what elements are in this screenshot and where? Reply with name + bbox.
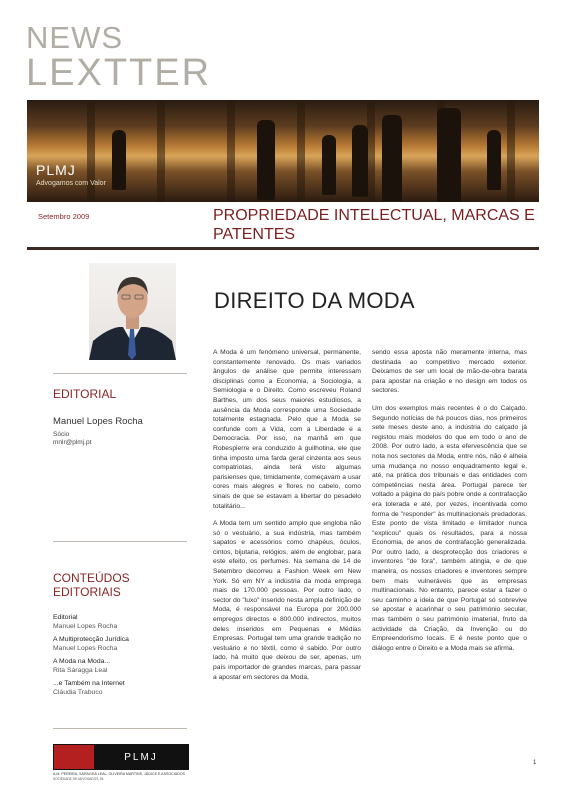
banner-firm-name: PLMJ: [36, 162, 76, 178]
contents-item-author: Manuel Lopes Rocha: [53, 644, 118, 652]
logo-text: PLMJ: [94, 745, 188, 769]
banner-photo: [27, 100, 539, 202]
logo-red-block: [54, 745, 94, 769]
article-paragraph: A Moda tem um sentido amplo que engloba não só o vestuário, a sua indústria, mas também sapatos e acessórios como chapéus, óculos, cintos, bijutaria, relógios, além de englobar, para este efeito, os perfumes. Na semana de 14 de Setembro decorreu a Fashion Week em New York. Só em NY a indústria da moda emprega mais de 170.000 pessoas. Por outro lado, o sector do "luxo" inserido nesta ampla definição de Moda, é responsável na Europa por 200.000 empregos directos e 800.000 indirectos, muitos deles inseridos em Pequenas e Médias Empresas. Portugal tem uma grande tradição no vestuário e no têxtil, como é sabido. Por outro lado, há muito que deixou de ser, apenas, um país importador de grandes marcas, para passar a apostar em sectores da Moda,: [213, 520, 361, 681]
contents-item-author: Cláudia Trabuco: [53, 688, 103, 696]
contents-item[interactable]: [53, 658, 187, 675]
contents-list: [53, 614, 187, 702]
issue-date: Setembro 2009: [38, 212, 90, 221]
footer-firm-subline: SOCIEDADE DE ADVOGADOS, RL: [53, 777, 105, 781]
article-paragraph: Um dos exemplos mais recentes é o do Calçado. Segundo notícias de há poucos dias, nos primeiros sete meses deste ano, a indústria do calçado já registou mais modelos do que em todo o ano de 2008. Por outro lado, a esta efervescência que se nota nos sectores da Moda, entre nós, não é alheia uma mudança no nosso enquadramento legal e, até, na prática dos tribunais e das entidades com competências nesta área. Portugal parece ter voltado a página do país pobre onde a contrafacção era tolerada e até, por vezes, incentivada como forma de "responder" às multinacionais predadoras. Este ponto de vista limitado e limitador nunca "explicou" quais os resultados, para a nossa Economia, de anos de contrafacção generalizada. Por outro lado, a desprotecção dos criadores e inventores "de fora", também atingia, e de que maneira, os nossos criadores e inventores sempre bem mais vulneráveis que as empresas multinacionais. No entanto, parece estar a fazer o seu caminho a ideia de que Portugal só sobrevive se apostar e acarinhar o seu património secular, mas também o seu património imaterial, fruto da actividade da Criação, da Invenção ou do Empreendorismo locais. E é neste ponto que o diálogo entre o Direito e a Moda mais se afirma.: [372, 404, 527, 652]
editorial-author-role: Sócio: [53, 431, 70, 438]
header-rule: [27, 247, 539, 250]
author-portrait: [89, 263, 176, 360]
contents-item-author: Manuel Lopes Rocha: [53, 622, 118, 630]
masthead-line-1: NEWS: [26, 20, 123, 55]
article-column-2: [372, 348, 527, 661]
firm-logo: [53, 744, 189, 770]
article-title: DIREITO DA MODA: [214, 288, 415, 313]
contents-item[interactable]: [53, 680, 187, 697]
editorial-author-email[interactable]: mnlr@plmj.pt: [53, 439, 92, 446]
contents-item[interactable]: [53, 614, 187, 631]
contents-item-title: A Moda na Moda...: [53, 658, 111, 665]
sidebar-divider: [53, 728, 187, 729]
section-title: PROPRIEDADE INTELECTUAL, MARCAS E PATENTES: [213, 207, 535, 243]
footer-firm-line: A.M. PEREIRA, SÁRAGGA LEAL, OLIVEIRA MARTINS, JÚDICE E ASSOCIADOS: [53, 772, 185, 776]
contents-item-title: Editorial: [53, 614, 78, 621]
editorial-author-name: Manuel Lopes Rocha: [53, 416, 143, 427]
article-paragraph: sendo essa aposta não meramente interna, mas destinada ao competitivo mercado exterior. Deixamos de ser um local de mão-de-obra barata para apostar na criação e no design em todos os sectores.: [372, 349, 527, 395]
contents-heading-line-1: CONTEÚDOS: [53, 571, 130, 585]
banner-tagline: Advogamos com Valor: [36, 180, 106, 187]
contents-item-title: ...e Também na Internet: [53, 680, 125, 687]
sidebar-divider: [53, 541, 187, 542]
article-paragraph: A Moda é um fenómeno universal, permanente, constantemente renovado. Os mais variados ângulos de análise que permite interessam disciplinas como a Economia, a Sociologia, a Semiologia e o Direito. Como escreveu Roland Barthes, um dos seus maiores estudiosos, a ausência da Moda corresponde uma Sociedade totalmente estagnada. Pelo que a Moda se confunde com a Vida, com a Liberdade e a Democracia. Por isso, na manhã em que Robespierre era conduzido à guilhotina, ele que tinha imposto uma farda geral cinzenta aos seus compatriotas, ainda terá visto algumas parisienses que, timidamente, começavam a usar cores mais alegres e flores no cabelo, como sinais de que se estavam a libertar do pesadelo totalitário...: [213, 349, 361, 510]
contents-item-title: A Multiprotecção Jurídica: [53, 636, 129, 643]
contents-heading-line-2: EDITORIAIS: [53, 585, 121, 599]
contents-item[interactable]: [53, 636, 187, 653]
sidebar-divider: [53, 373, 187, 374]
contents-heading: [53, 571, 173, 599]
page-number: 1: [533, 760, 537, 766]
article-column-1: [213, 348, 361, 690]
contents-item-author: Rita Sáragga Leal: [53, 666, 108, 674]
editorial-heading: EDITORIAL: [53, 387, 117, 401]
masthead-line-2: LEXTTER: [26, 52, 212, 94]
